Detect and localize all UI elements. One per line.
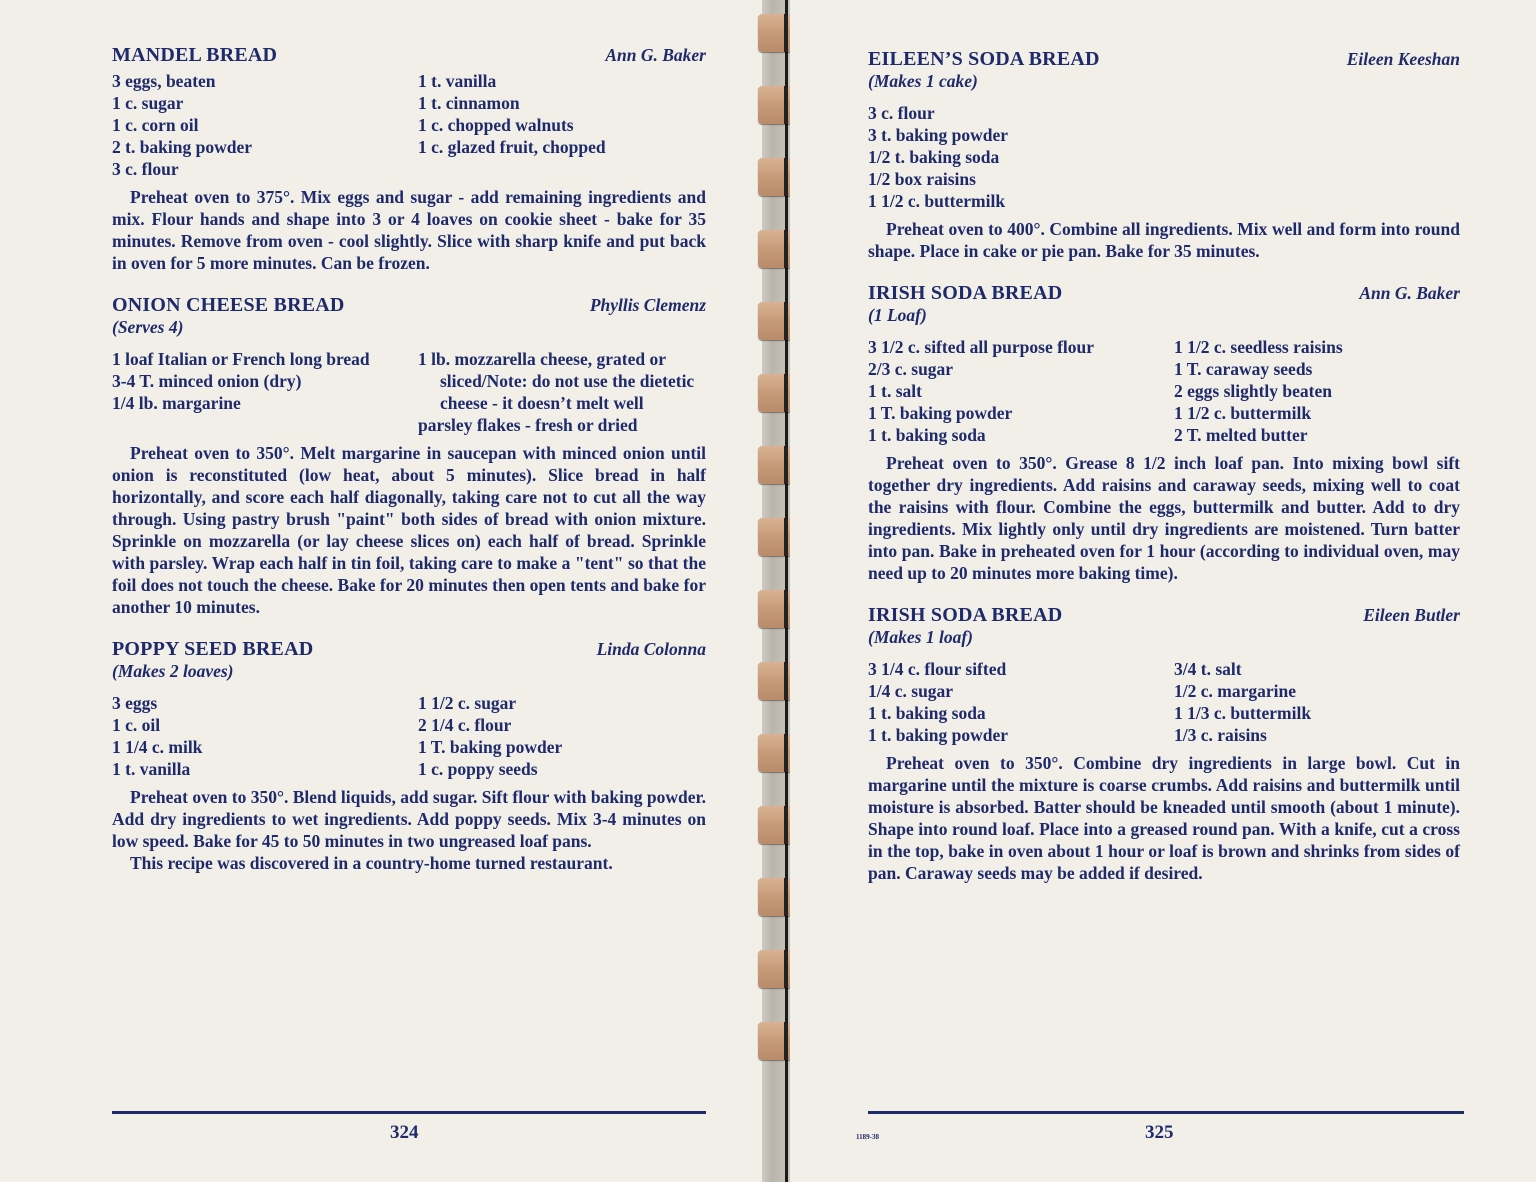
direction-paragraph: This recipe was discovered in a country-home turned restaurant. <box>130 853 613 873</box>
recipe-title: POPPY SEED BREAD <box>112 638 314 660</box>
recipe-yield: (Serves 4) <box>112 317 184 337</box>
direction-paragraph: Preheat oven to 350°. Grease 8 1/2 inch loaf pan. Into mixing bowl sift together dry ingredients. Add raisins and caraway seeds, mixing well to coat the raisins with flour. Combine the eggs, buttermilk and butter. Add to dry ingredients. Mix lightly only until dry ingredients are moistened. Turn batter into pan. Bake in preheated oven for 1 hour (according to individual oven, may need up to 20 minutes more baking time). <box>868 453 1460 583</box>
recipe-directions <box>868 218 1460 262</box>
footer-rule-left <box>112 1111 706 1114</box>
ingredient-item: 1/4 lb. margarine <box>112 393 241 413</box>
ingredient-item: 3 eggs <box>112 693 158 713</box>
ingredient-item: 1 T. caraway seeds <box>1174 359 1313 379</box>
ingredient-list <box>112 70 706 180</box>
ingredient-item: 1 1/2 c. seedless raisins <box>1174 337 1343 357</box>
ingredient-item: 1 t. baking soda <box>868 703 986 723</box>
direction-paragraph: Preheat oven to 350°. Blend liquids, add sugar. Sift flour with baking powder. Add dry ingredients to wet ingredients. Add poppy seeds. Mix 3-4 minutes on low speed. Bake for 45 to 50 minutes in two ungreased loaf pans. <box>112 787 706 851</box>
ingredient-column <box>418 70 706 180</box>
ingredient-item: 3 c. flour <box>112 159 179 179</box>
ingredient-item: 1 loaf Italian or French long bread <box>112 349 370 369</box>
ingredient-item: 2/3 c. sugar <box>868 359 954 379</box>
right-page-content <box>868 48 1460 904</box>
recipe-header <box>112 44 706 66</box>
ingredient-item: 3 c. flour <box>868 103 935 123</box>
recipe-card <box>868 604 1460 884</box>
ingredient-item: 1 t. vanilla <box>418 71 497 91</box>
recipe-directions <box>112 442 706 618</box>
ingredient-item: 3-4 T. minced onion (dry) <box>112 371 302 391</box>
ingredient-item: 2 T. melted butter <box>1174 425 1308 445</box>
recipe-yield: (Makes 1 loaf) <box>868 627 973 647</box>
ingredient-column <box>868 102 1174 212</box>
direction-paragraph: Preheat oven to 350°. Combine dry ingredients in large bowl. Cut in margarine until the mixture is coarse crumbs. Add raisins and buttermilk until moisture is absorbed. Batter should be kneaded until smooth (about 1 minute). Shape into round loaf. Place into a greased round pan. With a knife, cut a cross in the top, bake in oven about 1 hour or loaf is brown and shrinks from sides of pan. Caraway seeds may be added if desired. <box>868 753 1460 883</box>
recipe-title: EILEEN’S SODA BREAD <box>868 48 1100 70</box>
ingredient-list <box>868 658 1460 746</box>
ingredient-item: 1 1/2 c. buttermilk <box>1174 403 1312 423</box>
recipe-author: Eileen Butler <box>1363 605 1460 625</box>
recipe-yield: (Makes 2 loaves) <box>112 661 234 681</box>
recipe-author: Ann G. Baker <box>1359 283 1460 303</box>
ingredient-item: 3 eggs, beaten <box>112 71 216 91</box>
ingredient-column <box>112 692 418 780</box>
ingredient-list <box>868 102 1460 212</box>
ingredient-item: 1/2 c. margarine <box>1174 681 1296 701</box>
recipe-yield: (Makes 1 cake) <box>868 71 978 91</box>
ingredient-item: 1 t. baking soda <box>868 425 986 445</box>
ingredient-item: 1 1/4 c. milk <box>112 737 203 757</box>
ingredient-item: 1 c. corn oil <box>112 115 199 135</box>
ingredient-column <box>868 336 1174 446</box>
recipe-title: MANDEL BREAD <box>112 44 278 66</box>
ingredient-item: 1 T. baking powder <box>418 737 563 757</box>
ingredient-item: 1/2 t. baking soda <box>868 147 1000 167</box>
ingredient-item: 1 1/2 c. sugar <box>418 693 517 713</box>
ingredient-item: 1/3 c. raisins <box>1174 725 1267 745</box>
ingredient-column <box>418 692 706 780</box>
ingredient-item: 1 1/2 c. buttermilk <box>868 191 1006 211</box>
recipe-card <box>112 638 706 874</box>
recipe-title: IRISH SODA BREAD <box>868 604 1063 626</box>
ingredient-item: 1 c. sugar <box>112 93 184 113</box>
direction-paragraph: Preheat oven to 350°. Melt margarine in saucepan with minced onion until onion is reconstituted (low heat, about 5 minutes). Slice bread in half horizontally, and score each half diagonally, taking care not to cut all the way through. Using pastry brush "paint" both sides of bread with onion mixture. Sprinkle on mozzarella (or lay cheese slices on) each half of bread. Sprinkle with parsley. Wrap each half in tin foil, taking care to make a "tent" so that the foil does not touch the cheese. Bake for 20 minutes then open tents and bake for another 10 minutes. <box>112 443 706 617</box>
recipe-card <box>112 294 706 618</box>
recipe-title: ONION CHEESE BREAD <box>112 294 345 316</box>
ingredient-item: 2 eggs slightly beaten <box>1174 381 1332 401</box>
ingredient-column <box>112 348 418 436</box>
ingredient-item: 3/4 t. salt <box>1174 659 1242 679</box>
ingredient-item: 1 lb. mozzarella cheese, grated or sliced/Note: do not use the dietetic cheese - it doesn’t melt well <box>418 349 695 413</box>
ingredient-item: 1/2 box raisins <box>868 169 976 189</box>
ingredient-item: 1 c. chopped walnuts <box>418 115 574 135</box>
recipe-header <box>112 294 706 316</box>
ingredient-item: 1/4 c. sugar <box>868 681 954 701</box>
recipe-yield: (1 Loaf) <box>868 305 927 325</box>
ingredient-column <box>1174 658 1460 746</box>
page-number-left: 324 <box>390 1122 419 1143</box>
recipe-directions <box>112 186 706 274</box>
recipe-author: Phyllis Clemenz <box>589 295 706 315</box>
ingredient-item: 3 1/2 c. sifted all purpose flour <box>868 337 1095 357</box>
recipe-header <box>868 48 1460 70</box>
ingredient-item: 1 t. salt <box>868 381 922 401</box>
footer-rule-right <box>868 1111 1464 1114</box>
ingredient-list <box>868 336 1460 446</box>
ingredient-item: 1 t. vanilla <box>112 759 191 779</box>
recipe-directions <box>868 752 1460 884</box>
recipe-header <box>112 638 706 660</box>
recipe-header <box>868 282 1460 304</box>
direction-paragraph: Preheat oven to 375°. Mix eggs and sugar - add remaining ingredients and mix. Flour hands and shape into 3 or 4 loaves on cookie sheet - bake for 35 minutes. Remove from oven - cool slightly. Slice with sharp knife and put back in oven for 5 more minutes. Can be frozen. <box>112 187 706 273</box>
print-code: 1189-38 <box>856 1133 879 1141</box>
ingredient-item: 1 T. baking powder <box>868 403 1013 423</box>
ingredient-item: 2 1/4 c. flour <box>418 715 512 735</box>
ingredient-item: 2 t. baking powder <box>112 137 253 157</box>
recipe-author: Eileen Keeshan <box>1346 49 1460 69</box>
recipe-title: IRISH SODA BREAD <box>868 282 1063 304</box>
ingredient-item: 1 t. baking powder <box>868 725 1009 745</box>
ingredient-item: 1 c. oil <box>112 715 161 735</box>
recipe-author: Linda Colonna <box>596 639 706 659</box>
ingredient-list <box>112 692 706 780</box>
ingredient-column <box>112 70 418 180</box>
page-number-right: 325 <box>1145 1122 1174 1143</box>
recipe-card <box>868 48 1460 262</box>
direction-paragraph: Preheat oven to 400°. Combine all ingredients. Mix well and form into round shape. Place in cake or pie pan. Bake for 35 minutes. <box>868 219 1460 261</box>
ingredient-item: 3 1/4 c. flour sifted <box>868 659 1007 679</box>
recipe-header <box>868 604 1460 626</box>
recipe-author: Ann G. Baker <box>605 45 706 65</box>
right-page <box>790 0 1536 1182</box>
ingredient-item: 1 c. poppy seeds <box>418 759 538 779</box>
recipe-card <box>112 44 706 274</box>
recipe-card <box>868 282 1460 584</box>
ingredient-column <box>868 658 1174 746</box>
ingredient-column <box>1174 336 1460 446</box>
left-page-content <box>112 44 706 894</box>
ingredient-item: 1 c. glazed fruit, chopped <box>418 137 606 157</box>
ingredient-item: 1 t. cinnamon <box>418 93 520 113</box>
ingredient-list <box>112 348 706 436</box>
recipe-directions <box>868 452 1460 584</box>
ingredient-item: 3 t. baking powder <box>868 125 1009 145</box>
ingredient-column <box>418 348 706 436</box>
recipe-directions <box>112 786 706 874</box>
ingredient-item: parsley flakes - fresh or dried <box>418 415 638 435</box>
ingredient-item: 1 1/3 c. buttermilk <box>1174 703 1312 723</box>
